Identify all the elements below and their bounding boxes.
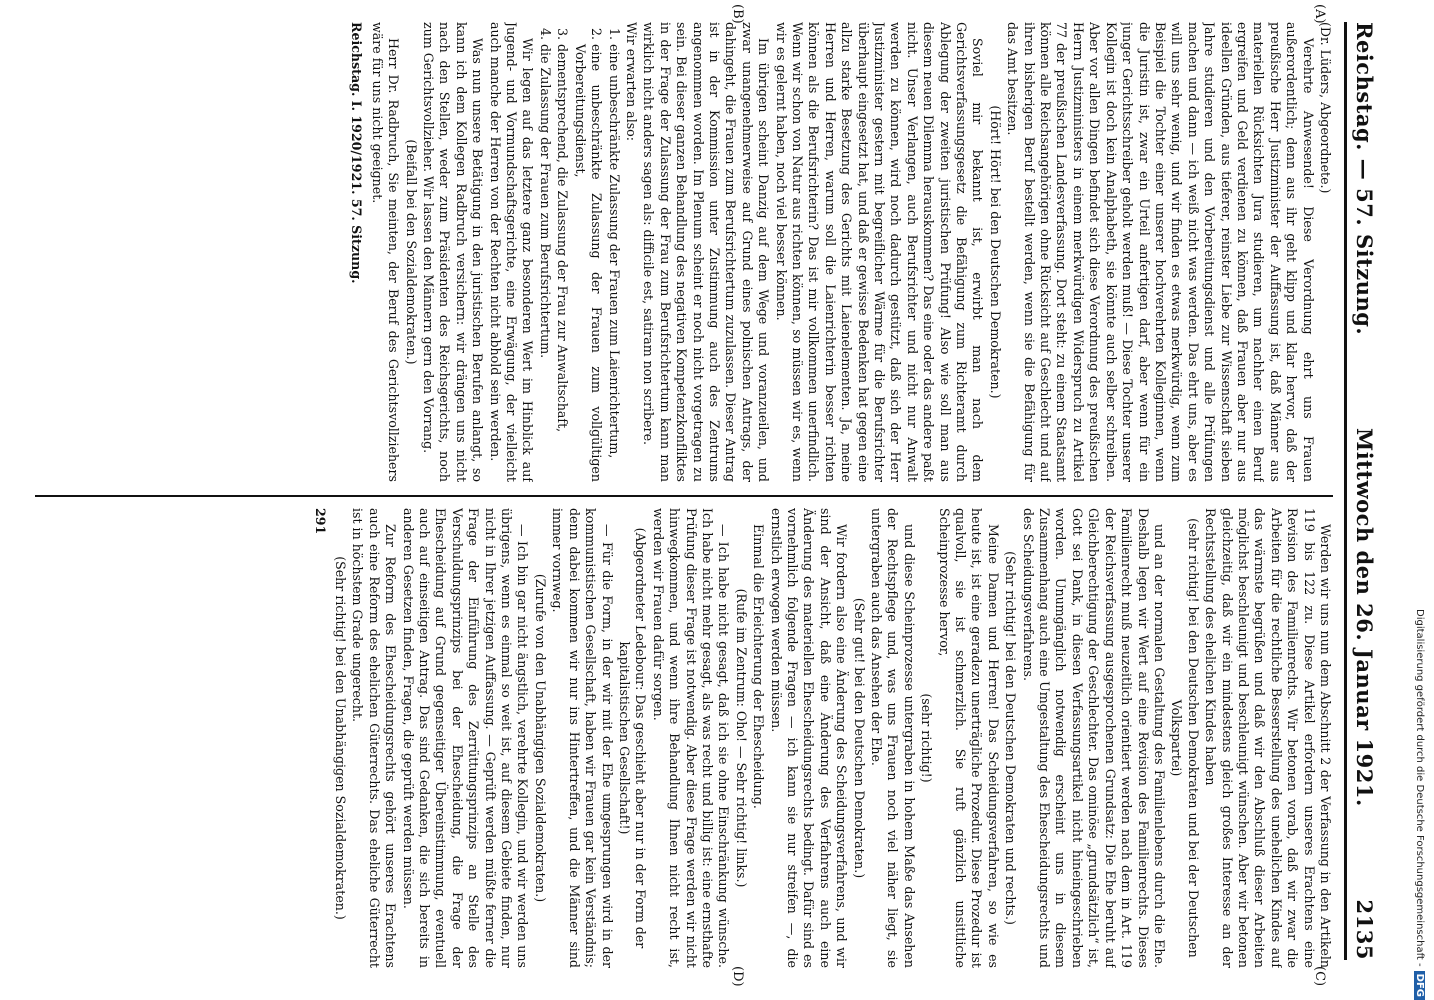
paragraph: [1317, 22, 1333, 482]
paragraph-text: und diese Scheinprozesse untergraben in hohem Maße das Ansehen der Rechtspflege und, was uns Frauen noch viel näher liegt, sie untergraben auch das Ansehen der Ehe.: [869, 508, 917, 968]
margin-letter-c: (C): [1312, 966, 1327, 987]
paragraph-text: (Dr. Lüders, Abgeordnete.): [1318, 22, 1333, 194]
paragraph-text: (sehr richtig! bei den Deutschen Demokraten und bei der Deutschen Volkspartei): [1169, 518, 1201, 958]
paragraph-text: Wir fordern also eine Änderung des Scheidungsverfahrens, und wir sind der Ansicht, daß eine Änderung des Verfahrens auch eine Änderung des materiellen Ehescheidungsrechts bedingt. Dafür sind es vornehmlich folgende Fragen — ich kann sie nur streifen —, die ernstlich erwogen werden müssen.: [768, 508, 850, 968]
item-number: 3.: [555, 28, 571, 41]
header-date: Mittwoch den 26. Januar 1921.: [1352, 427, 1378, 807]
paragraph-text: die Zulassung der Frauen zum Berufsrichtertum.: [537, 44, 553, 359]
document-page: [5, 0, 1425, 1000]
paragraph: [750, 508, 766, 968]
header-left: Reichstag. — 57. Sitzung.: [1352, 22, 1378, 336]
paragraph-text: eine unbeschränkte Zulassung der Frauen zum Laienrichtertum,: [606, 44, 622, 459]
paragraph-text: (Hört! Hört! bei den Deutschen Demokraten.): [987, 105, 1003, 399]
paragraph-text: — Ich habe nicht gesagt, daß ich sie ohne Einschränkung wünsche. Ich habe nicht mehr gesagt, als was recht und billig ist: eine ernsthafte Prüfung dieser Frage ist notwendig. Aber diese Frage werden wir nicht hinwegkommen, und wenn ihre Behandlung Ihnen nicht recht ist, werden wir Frauen dafür sorgen.: [650, 508, 732, 968]
paragraph-text: eine unbeschränkte Zulassung der Frauen zum vollgültigen Vorbereitungsdienst,: [572, 44, 605, 482]
paragraph: [368, 22, 401, 482]
paragraph-text: Im übrigen scheint Danzig auf dem Wege und voranzueilen, und zwar unangenehmerweise auf Grund eines polnischen Antrags, der dahingeht, die Frauen zum Berufsrichtertum zuzulassen. Dieser Antrag ist in der Kommission unter Zustimmung auch des Zentrums angenommen worden. Im Plenum scheint er noch nicht vorgetragen zu sein. Bei dieser ganzen Behandlung des negativen Kompetenzkonfliktes in der Frage der Zulassung der Frau zum Berufsrichtertum kann man wirklich nicht anders sagen als: difficile est, satiram non scribere.: [641, 22, 772, 482]
paragraph: [399, 508, 530, 968]
paragraph: [332, 508, 348, 968]
margin-letter-a: (A): [1312, 4, 1327, 24]
paragraph: [349, 508, 398, 968]
digitization-note: Digitalisierung gefördert durch die Deutsche Forschungsgemeinschaft -: [1414, 609, 1425, 967]
paragraph: [420, 22, 486, 482]
paragraph-text: Zur Reform des Ehescheidungsrechts gehört unseres Erachtens auch eine Reform des ehelichen Güterrechts. Das eheliche Güterrecht ist in höchstem Grade ungerecht.: [350, 508, 399, 968]
paragraph: [486, 22, 535, 482]
paragraph-text: (Rufe im Zentrum: Oho! — Sehr richtig! links.): [733, 588, 749, 888]
paragraph-text: (Abgeordneter Ledebour: Das geschieht aber nur in der Form der kapitalistischen Gesellschaft!): [616, 527, 649, 949]
paragraph-text: (Sehr gut! bei den Deutschen Demokraten.): [851, 597, 867, 879]
paragraph: [537, 22, 553, 482]
margin-letter-d: (D): [730, 966, 745, 987]
left-column: [25, 22, 1333, 482]
paragraph: [1004, 22, 1316, 482]
paragraph-text: Wir legen auf das letztere ganz besonderen Wert im Hinblick auf Jugend- und Vormundschaftsgerichte, eine Erwägung, der vielleicht auch manche der Herren von der Rechten nicht abhold sein werden.: [487, 22, 536, 482]
paragraph: [918, 508, 934, 968]
paragraph-text: (Beifall bei den Sozialdemokraten.): [403, 139, 419, 365]
paragraph: [1168, 508, 1201, 968]
paragraph-text: Einmal die Erleichterung der Ehescheidung.: [751, 524, 767, 809]
item-number: 1.: [606, 28, 622, 41]
column-footer: Reichstag. I. 1920/1921. 57. Sitzung.: [349, 22, 365, 284]
page-header: [1344, 22, 1383, 960]
digitization-strip: [1411, 0, 1425, 1000]
margin-letter-b: (B): [730, 4, 745, 24]
paragraph-text: Werden wir uns nun dem Abschnitt 2 der Verfassung in den Artikeln 119 bis 122 zu. Diese Artikel erfordern unseres Erachtens eine Revision des Familienrechts. Wir betonen vorab, daß wir zwar die Arbeiten für die rechtliche Besserstellung des unehelichen Kindes auf das wärmste begrüßen und daß wir den Abschluß dieser Arbeiten möglichst beschleunigt und beschleunigt wünschen. Aber wir betonen gleichzeitig, daß wir ein mindestens gleich großes Interesse an der Rechtsstellung des ehelichen Kindes haben: [1203, 508, 1333, 968]
dfg-logo: DFG: [1414, 971, 1425, 1000]
paragraph: [532, 508, 548, 968]
paragraph-text: dementsprechend, die Zulassung der Frau zur Anwaltschaft,: [555, 44, 571, 433]
paragraph: [1202, 508, 1333, 968]
paragraph-text: (Zurufe von den Unabhängigen Sozialdemokraten.): [532, 573, 548, 903]
paragraph-text: Meine Damen und Herren! Das Scheidungsverfahren, so wie es heute ist, ist eine geradezu unerträgliche Prozedur. Diese Prozedur ist qualvoll, sie ist schmerzlich. Sie ruft gänzlich unsittliche Scheinprozesse hervor,: [936, 508, 1001, 968]
paragraph-text: (Sehr richtig! bei den Unabhängigen Sozialdemokraten.): [333, 556, 349, 920]
paragraph: [554, 22, 570, 482]
paragraph-text: Wir erwarten also:: [623, 22, 639, 142]
paragraph-text: Verehrte Anwesende! Diese Verordnung ehrt uns Frauen außerordentlich; denn aus ihr geht klipp und klar hervor, daß der preußische Herr Justizminister der Auffassung ist, daß Männer aus materiellen Rücksichten Jura studieren, um nachher einen Beruf ergreifen und Geld verdienen zu können, daß Frauen aber nur aus ideellen Gründen, aus tieferer, reinster Liebe zur Wissenschaft sieben Jahre studieren und den Vorbereitungsdienst und alle Prüfungen machen und dann — ich weiß nicht was werden. Das ehrt uns, aber es will uns sehr wenig, und wir finden es etwas merkwürdig, wenn zum Beispiel die Tochter einer unserer hochverehrten Kolleginnen, wenn die Juristin ist, zwar ein Urteil anfertigen darf, aber wenn für ein junger Gerichtsschreiber geholt werden muß! — Diese Tochter unserer Kollegin ist doch kein Analphabeth, sie könnte auch selber schreiben. Aber vor allen Dingen befindet sich diese Verordnung des preußischen Herrn Justizministers in einem merkwürdigen Widerspruch zu Artikel 77 der preußischen Landesverfassung. Dort steht: zu einem Staatsamt können alle Reichsangehörigen ohne Rücksicht auf Geschlecht und auf ihren bisherigen Beruf bestellt werden, wenn sie die Befähigung für das Amt besitzen.: [1005, 22, 1316, 482]
paragraph: [767, 508, 849, 968]
column-footer: 291: [312, 508, 328, 535]
paragraph-text: — Ich bin gar nicht ängstlich, verehrte Kollegin, und wir werden uns übrigens, wenn es einmal so weit ist, auf diesem Gebiete finden, nur nicht in Ihrer jetzigen Auffassung. — Geprüft werden müßte ferner die Frage der Einführung des Zerrüttungsprinzips an Stelle des Verschuldungsprinzips bei der Ehescheidung, die Frage der Ehescheidung auf Grund gegenseitiger Übereinstimmung, eventuell auch auf einseitigen Antrag. Das sind Gedanken, die sich bereits in anderen Gesetzen finden, Fragen, die geprüft werden müssen.: [400, 508, 531, 968]
paragraph-text: Was nun unsere Betätigung in den juristischen Berufen anlangt, so kann ich dem Kollegen Radbruch versichern: wir drängen uns nicht nach den Stellen, weder zum Präsidenten des Reichsgerichts, noch zum Gerichtsvollzieher. Wir lassen den Männern gern den Vorrang.: [421, 22, 486, 482]
paragraph: [402, 22, 418, 482]
paragraph-text: (Sehr richtig! bei den Deutschen Demokraten und rechts.): [1003, 551, 1019, 925]
paragraph: [732, 508, 748, 968]
paragraph: [649, 508, 731, 968]
item-number: 2.: [589, 28, 605, 41]
paragraph: [850, 508, 866, 968]
column-divider: [35, 495, 1333, 497]
right-column: [25, 508, 1333, 968]
paragraph: [1002, 508, 1018, 968]
paragraph: [623, 22, 639, 482]
paragraph-text: und an der normalen Gestaltung des Familienlebens durch die Ehe. Deshalb legen wir Wert auf eine Revision des Familienrechts. Dieses Familienrecht muß neuzeitlich orientiert werden nach dem in Art. 119 der Reichsverfassung ausgesprochenen Grundsatz: Die Ehe beruht auf Gleichberechtigung der Geschlechter. Das ominöse „grundsätzlich“ ist, Gott sei Dank, in diesen Verfassungsartikel nicht hineingeschrieben worden. Unumgänglich notwendig erscheint uns in diesem Zusammenhang auch eine Umgestaltung des Ehescheidungsrechts und des Scheidungsverfahrens.: [1020, 508, 1167, 968]
paragraph-text: Herr Dr. Radbruch, Sie meinten, der Beruf des Gerichtsvollziehers wäre für uns nicht geeignet.: [369, 22, 402, 482]
paragraph: [640, 22, 771, 482]
paragraph-text: — Für die Form, in der wir mit der Ehe umgesprungen wird in der kommunistischen Gesellschaft, haben wir Frauen gar kein Verständnis; denn dabei kommen wir nur ins Hintertreffen, und die Männer sind immer vornweg.: [550, 508, 615, 968]
paragraph: [1019, 508, 1167, 968]
paragraph: [571, 22, 604, 482]
paragraph: [549, 508, 615, 968]
page-number: 2135: [1352, 899, 1378, 960]
paragraph: [772, 22, 985, 482]
paragraph: [605, 22, 621, 482]
paragraph-text: Soviel mir bekannt ist, erwirbt man nach dem Gerichtsverfassungsgesetz die Befähigung zum Richteramt durch Ablegung der zweiten juristischen Prüfung! Also wie soll man aus diesem neuen Dilemma herauskommen? Das eine oder das andere paßt nicht. Unser Verlangen, auch Berufsrichter und nicht nur Anwalt werden zu können, wird noch dadurch gestützt, daß sich der Herr Justizminister gestern mit begreiflicher Wärme für die Berufsrichter überhaupt eingesetzt hat, und daß er gewisse Bedenken hat gegen eine allzu starke Besetzung des Gerichts mit Laienelementen. Ja, meine Herren und Herren, warum soll die Laienrichterin besser richten können als die Berufsrichterin? Das ist mir vollkommen unerfindlich. Wenn wir schon von Natur aus richten können, so müssen wir es, wenn wir es gelernt haben, noch viel besser können.: [773, 22, 986, 482]
paragraph: [868, 508, 917, 968]
item-number: 4.: [537, 28, 553, 41]
paragraph: [986, 22, 1002, 482]
paragraph-text: (sehr richtig!): [919, 693, 935, 783]
paragraph: [616, 508, 649, 968]
paragraph: [935, 508, 1001, 968]
